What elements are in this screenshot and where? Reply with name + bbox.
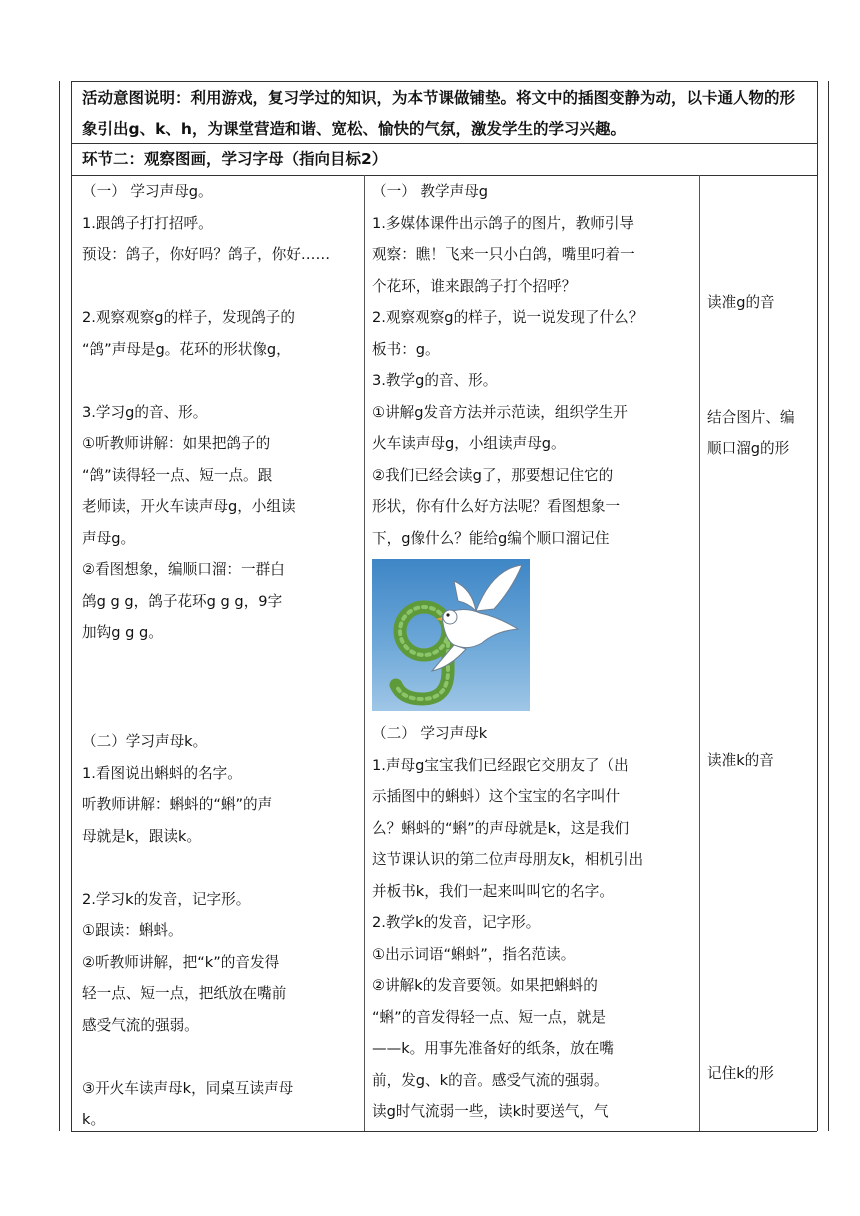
- text-line: 形状，你有什么好方法呢？看图想象一: [372, 498, 621, 515]
- text-line: 2.观察观察g的样子，发现鸽子的: [82, 309, 295, 326]
- text-line: 1.跟鸽子打打招呼。: [82, 214, 213, 232]
- text-line: （二）学习声母k。: [82, 733, 208, 750]
- column-divider: [699, 175, 700, 1131]
- text-line: 1.看图说出蝌蚪的名字。: [82, 764, 242, 782]
- text-line: ——k。用事先准备好的纸条，放在嘴: [372, 1040, 614, 1057]
- text-line: “蝌”的音发得轻一点、短一点，就是: [372, 1008, 607, 1026]
- text-line: （一） 教学声母g: [372, 183, 489, 200]
- note-shape-g-line1: 结合图片、编: [707, 409, 795, 426]
- column-divider: [364, 175, 365, 1131]
- dove-with-wreath-g-icon: [372, 559, 530, 711]
- text-line: 1.多媒体课件出示鸽子的图片，教师引导: [372, 214, 635, 232]
- text-line: （二） 学习声母k: [372, 725, 488, 742]
- section-title: 环节二：观察图画，学习字母（指向目标2）: [82, 150, 388, 168]
- text-line: 2.学习k的发音，记字形。: [82, 890, 251, 908]
- note-shape-g-line2: 顺口溜g的形: [707, 440, 790, 457]
- text-line: 火车读声母g，小组读声母g。: [372, 435, 566, 452]
- text-line: 加钩g g g。: [82, 624, 163, 641]
- text-line: [82, 271, 358, 303]
- text-line: 感受气流的强弱。: [82, 1016, 199, 1034]
- text-line: ①讲解g发音方法并示范读，组织学生开: [372, 403, 628, 421]
- text-line: ①听教师讲解：如果把鸽子的: [82, 435, 271, 452]
- text-line: [82, 852, 358, 884]
- text-line: 前，发g、k的音。感受气流的强弱。: [372, 1071, 609, 1089]
- activity-intent: 活动意图说明：利用游戏，复习学过的知识，为本节课做铺垫。将文中的插图变静为动，以卡通人物的形象引出g、k、h，为课堂营造和谐、宽松、愉快的气氛，激发学生的学习兴趣。: [82, 89, 796, 138]
- text-line: 这节课认识的第二位声母朋友k，相机引出: [372, 851, 644, 868]
- text-line: 下，g像什么？能给g编个顺口溜记住: [372, 529, 610, 547]
- note-shape-k: 记住k的形: [707, 1065, 774, 1082]
- text-line: ②我们已经会读g了，那要想记住它的: [372, 466, 614, 484]
- text-line: 观察：瞧！飞来一只小白鸽，嘴里叼着一: [372, 246, 635, 263]
- text-line: ②看图想象，编顺口溜：一群白: [82, 561, 285, 578]
- text-line: 1.声母g宝宝我们已经跟它交朋友了（出: [372, 756, 629, 774]
- text-line: 读g时气流弱一些，读k时要送气，气: [372, 1103, 609, 1120]
- text-line: 2.教学k的发音，记字形。: [372, 914, 541, 931]
- text-line: [82, 365, 358, 397]
- text-line: [82, 1041, 358, 1073]
- teacher-activity-k: [372, 718, 692, 1128]
- text-line: 板书：g。: [372, 340, 440, 358]
- text-line: ①出示词语“蝌蚪”，指名范读。: [372, 945, 576, 963]
- text-line: 3.学习g的音、形。: [82, 403, 208, 421]
- table-inner-border-left: [71, 81, 72, 1131]
- text-line: ②听教师讲解，把“k”的音发得: [82, 953, 280, 971]
- text-line: 示插图中的蝌蚪）这个宝宝的名字叫什: [372, 788, 621, 805]
- text-line: 鸽g g g，鸽子花环g g g，9字: [82, 592, 283, 610]
- table-inner-border-right: [817, 81, 818, 1131]
- text-line: （一） 学习声母g。: [82, 183, 213, 200]
- text-line: 3.教学g的音、形。: [372, 372, 498, 389]
- text-line: ②讲解k的发音要领。如果把蝌蚪的: [372, 977, 598, 994]
- text-line: 预设：鸽子，你好吗？鸽子，你好……: [82, 246, 331, 263]
- teacher-activity-g: [372, 176, 692, 586]
- text-line: 个花环，谁来跟鸽子打个招呼？: [372, 277, 577, 295]
- text-line: 母就是k，跟读k。: [82, 827, 202, 845]
- text-line: 老师读，开火车读声母g，小组读: [82, 498, 296, 515]
- text-line: 么？蝌蚪的“蝌”的声母就是k，这是我们: [372, 819, 630, 837]
- text-line: k。: [82, 1111, 106, 1128]
- text-line: 2.观察观察g的样子，说一说发现了什么？: [372, 309, 644, 326]
- dove-wreath-illustration: [372, 559, 530, 711]
- text-line: ①跟读：蝌蚪。: [82, 922, 183, 939]
- note-read-g: 读准g的音: [707, 294, 775, 311]
- text-line: 并板书k，我们一起来叫叫它的名字。: [372, 882, 614, 900]
- text-line: “鸽”声母是g。花环的形状像g，: [82, 340, 291, 358]
- student-activity-k: [82, 726, 358, 1136]
- note-read-k: 读准k的音: [707, 752, 774, 769]
- table-top-line: [71, 81, 817, 82]
- text-line: 声母g。: [82, 529, 136, 547]
- text-line: ③开火车读声母k，同桌互读声母: [82, 1079, 294, 1097]
- text-line: 听教师讲解：蝌蚪的“蝌”的声: [82, 796, 273, 813]
- text-line: “鸽”读得轻一点、短一点。跟: [82, 466, 273, 484]
- text-line: 轻一点、短一点，把纸放在嘴前: [82, 985, 287, 1002]
- student-activity-g: [82, 176, 358, 649]
